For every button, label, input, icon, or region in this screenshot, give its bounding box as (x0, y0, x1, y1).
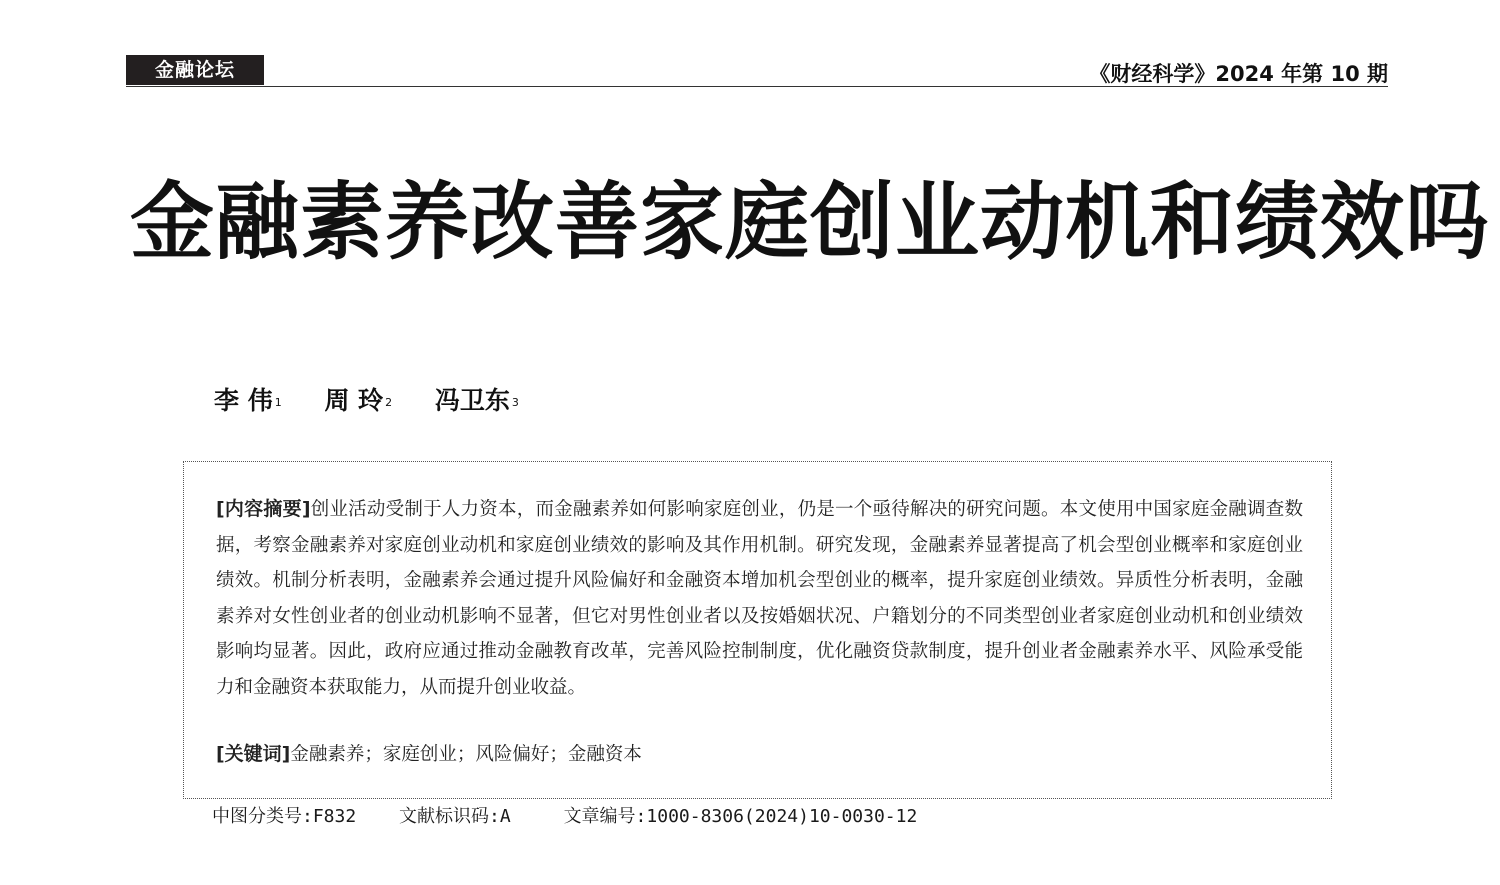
keywords-label: [关键词] (216, 743, 291, 765)
author (324, 384, 392, 418)
author (214, 384, 282, 418)
document-code: 文献标识码:A (399, 806, 511, 827)
author-name: 李 伟 (214, 386, 273, 415)
journal-issue: 《财经科学》2024 年第 10 期 (1089, 62, 1388, 86)
author-affiliation: 2 (385, 396, 393, 409)
abstract-body: 创业活动受制于人力资本，而金融素养如何影响家庭创业，仍是一个亟待解决的研究问题。本文使用中国家庭金融调查数据，考察金融素养对家庭创业动机和家庭创业绩效的影响及其作用机制。研究发现，金融素养显著提高了机会型创业概率和家庭创业绩效。机制分析表明，金融素养会通过提升风险偏好和金融资本增加机会型创业的概率，提升家庭创业绩效。异质性分析表明，金融素养对女性创业者的创业动机影响不显著，但它对男性创业者以及按婚姻状况、户籍划分的不同类型创业者家庭创业动机和创业绩效影响均显著。因此，政府应通过推动金融教育改革，完善风险控制制度，优化融资贷款制度，提升创业者金融素养水平、风险承受能力和金融资本获取能力，从而提升创业收益。 (216, 499, 1303, 698)
keywords (216, 742, 642, 767)
author (435, 384, 519, 418)
abstract-box (183, 461, 1332, 799)
header-rule (126, 86, 1388, 87)
author-name: 周 玲 (324, 386, 384, 415)
section-tag: 金融论坛 (126, 55, 264, 85)
author-name: 冯卫东 (434, 386, 510, 415)
abstract-label: [内容摘要] (216, 498, 311, 520)
abstract (216, 492, 1303, 705)
classification-line (212, 805, 917, 829)
author-list (214, 384, 553, 418)
author-affiliation: 3 (511, 396, 519, 409)
article-number: 文章编号:1000-8306(2024)10-0030-12 (563, 806, 918, 827)
keywords-body: 金融素养；家庭创业；风险偏好；金融资本 (290, 744, 642, 765)
clc-number: 中图分类号:F832 (212, 806, 357, 827)
author-affiliation: 1 (274, 396, 282, 409)
paper-title: 金融素养改善家庭创业动机和绩效吗 (130, 172, 1491, 271)
